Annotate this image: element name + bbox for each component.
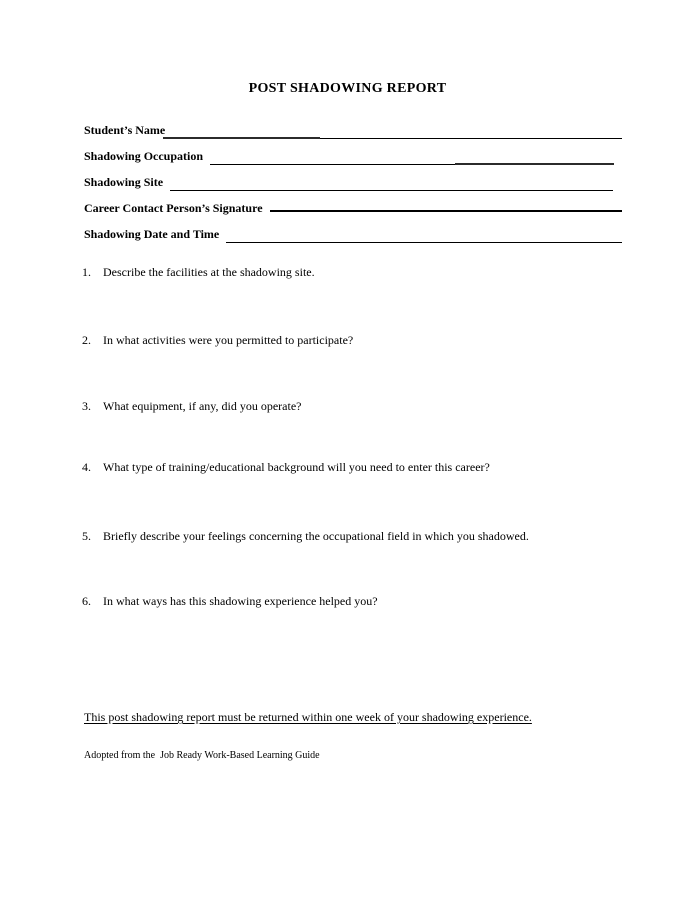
question-6-number: 6. [82, 594, 91, 608]
line-overlap-artifact [163, 137, 320, 139]
question-5-number: 5. [82, 529, 91, 543]
field-row-shadowing-date-time [84, 227, 622, 243]
question-1-number: 1. [82, 265, 91, 279]
career-contact-signature-blank-line[interactable] [270, 210, 622, 212]
shadowing-site-blank-line[interactable] [170, 175, 613, 191]
line-overlap-artifact [455, 163, 614, 165]
shadowing-date-time-blank-line[interactable] [226, 227, 622, 243]
question-5-text: Briefly describe your feelings concerning the occupational field in which you shadowed. [103, 529, 529, 543]
question-1 [82, 265, 635, 279]
shadowing-occupation-label: Shadowing Occupation [84, 149, 204, 163]
question-4-text: What type of training/educational background will you need to enter this career? [103, 460, 490, 474]
students-name-label: Student’s Name [84, 123, 166, 137]
shadowing-site-label: Shadowing Site [84, 175, 164, 189]
question-4 [82, 460, 635, 474]
shadowing-date-time-label: Shadowing Date and Time [84, 227, 220, 241]
question-6-text: In what ways has this shadowing experience helped you? [103, 594, 378, 608]
career-contact-signature-label: Career Contact Person’s Signature [84, 201, 263, 215]
question-2-number: 2. [82, 333, 91, 347]
field-row-shadowing-site [84, 175, 613, 191]
question-3 [82, 399, 635, 413]
page-title: POST SHADOWING REPORT [248, 81, 447, 96]
question-3-number: 3. [82, 399, 91, 413]
return-notice: This post shadowing report must be returned within one week of your shadowing experience. [84, 710, 532, 724]
field-row-career-contact-signature [84, 201, 622, 217]
question-6 [82, 594, 635, 608]
question-4-number: 4. [82, 460, 91, 474]
question-5 [82, 529, 635, 543]
question-1-text: Describe the facilities at the shadowing site. [103, 265, 315, 279]
source-note: Adopted from the Job Ready Work-Based Learning Guide [84, 750, 320, 761]
question-3-text: What equipment, if any, did you operate? [103, 399, 302, 413]
question-2-text: In what activities were you permitted to participate? [103, 333, 354, 347]
question-2 [82, 333, 635, 347]
